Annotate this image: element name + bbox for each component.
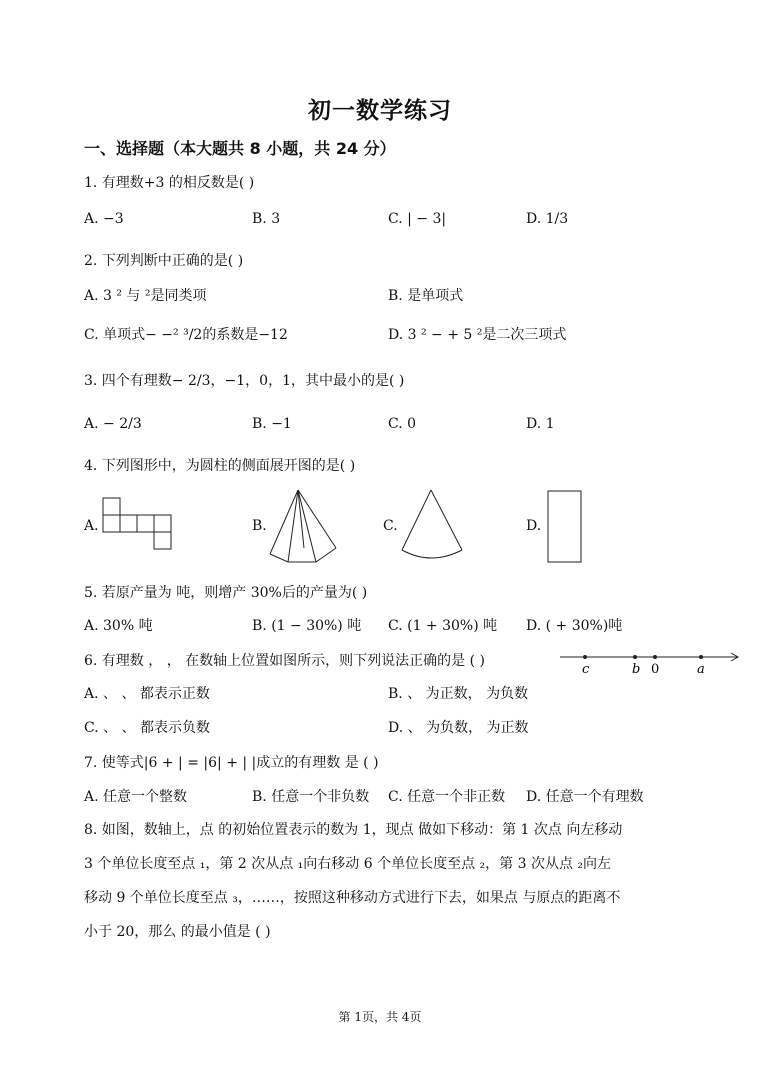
q5-option-b: B. (1 − 30%) 吨 [252,618,362,634]
number-line-label-c: c [582,662,590,675]
q1-option-d: D. 1/3 [526,211,569,227]
q5-option-d: D. ( + 30%)吨 [526,618,623,634]
page-title: 初一数学练习 [308,98,452,124]
q6-option-d: D. 、 为负数， 为正数 [388,720,529,736]
q3-option-d: D. 1 [526,416,555,432]
number-line-label-a: a [697,662,705,675]
q3-option-a: A. − 2/3 [84,416,142,432]
q3-option-c: C. 0 [388,416,417,432]
q3-option-b: B. −1 [252,416,292,432]
question-7-stem: 7. 使等式|6 + | = |6| + | |成立的有理数 是 ( ) [84,755,379,771]
q2-option-a: A. 3 ² 与 ²是同类项 [84,288,207,304]
q5-option-a: A. 30% 吨 [84,618,153,634]
q7-option-b: B. 任意一个非负数 [252,789,370,805]
q4-option-a: A. [84,518,99,534]
question-8-line-2: 3 个单位长度至点 ₁，第 2 次从点 ₁向右移动 6 个单位长度至点 ₂，第 3 次从点 ₂向左 [84,856,612,872]
q7-option-a: A. 任意一个整数 [84,789,188,805]
question-6-stem: 6. 有理数 ， ， 在数轴上位置如图所示，则下列说法正确的是 ( ) [84,653,485,669]
number-line-label-0: 0 [651,662,660,675]
fan-figure [398,488,468,564]
q2-option-b: B. 是单项式 [388,288,464,304]
q2-option-d: D. 3 ² − + 5 ²是二次三项式 [388,327,567,343]
q7-option-d: D. 任意一个有理数 [526,789,644,805]
number-line-figure [560,645,745,675]
q4-option-d: D. [526,518,542,534]
q6-option-b: B. 、 为正数， 为负数 [388,686,529,702]
q4-option-c: C. [383,518,398,534]
q4-option-b: B. [252,518,267,534]
q6-option-a: A. 、 、 都表示正数 [84,686,210,702]
q1-option-a: A. −3 [84,211,124,227]
question-8-line-1: 8. 如图，数轴上，点 的初始位置表示的数为 1，现点 做如下移动：第 1 次点 向左移动 [84,822,623,838]
question-4-stem: 4. 下列图形中，为圆柱的侧面展开图的是( ) [84,458,356,474]
question-1-stem: 1. 有理数+3 的相反数是( ) [84,175,255,191]
q7-option-c: C. 任意一个非正数 [388,789,506,805]
q1-option-c: C. | − 3| [388,211,447,227]
q1-option-b: B. 3 [252,211,281,227]
section-heading: 一、选择题（本大题共 8 小题，共 24 分） [84,139,396,158]
question-8-line-3: 移动 9 个单位长度至点 ₃，……，按照这种移动方式进行下去，如果点 与原点的距离不 [84,890,621,906]
number-line-label-b: b [632,662,641,675]
cube-net-figure [102,497,174,557]
question-5-stem: 5. 若原产量为 吨，则增产 30%后的产量为( ) [84,585,368,601]
q2-option-c: C. 单项式− −² ³/2的系数是−12 [84,327,288,343]
page-footer: 第 1页，共 4页 [338,1010,422,1024]
pyramid-figure [268,488,340,566]
rectangle-figure [546,489,586,565]
question-3-stem: 3. 四个有理数− 2/3，−1，0，1，其中最小的是( ) [84,373,405,389]
question-2-stem: 2. 下列判断中正确的是( ) [84,253,244,269]
q5-option-c: C. (1 + 30%) 吨 [388,618,498,634]
q6-option-c: C. 、 、 都表示负数 [84,720,211,736]
question-8-line-4: 小于 20，那么 的最小值是 ( ) [84,924,271,940]
